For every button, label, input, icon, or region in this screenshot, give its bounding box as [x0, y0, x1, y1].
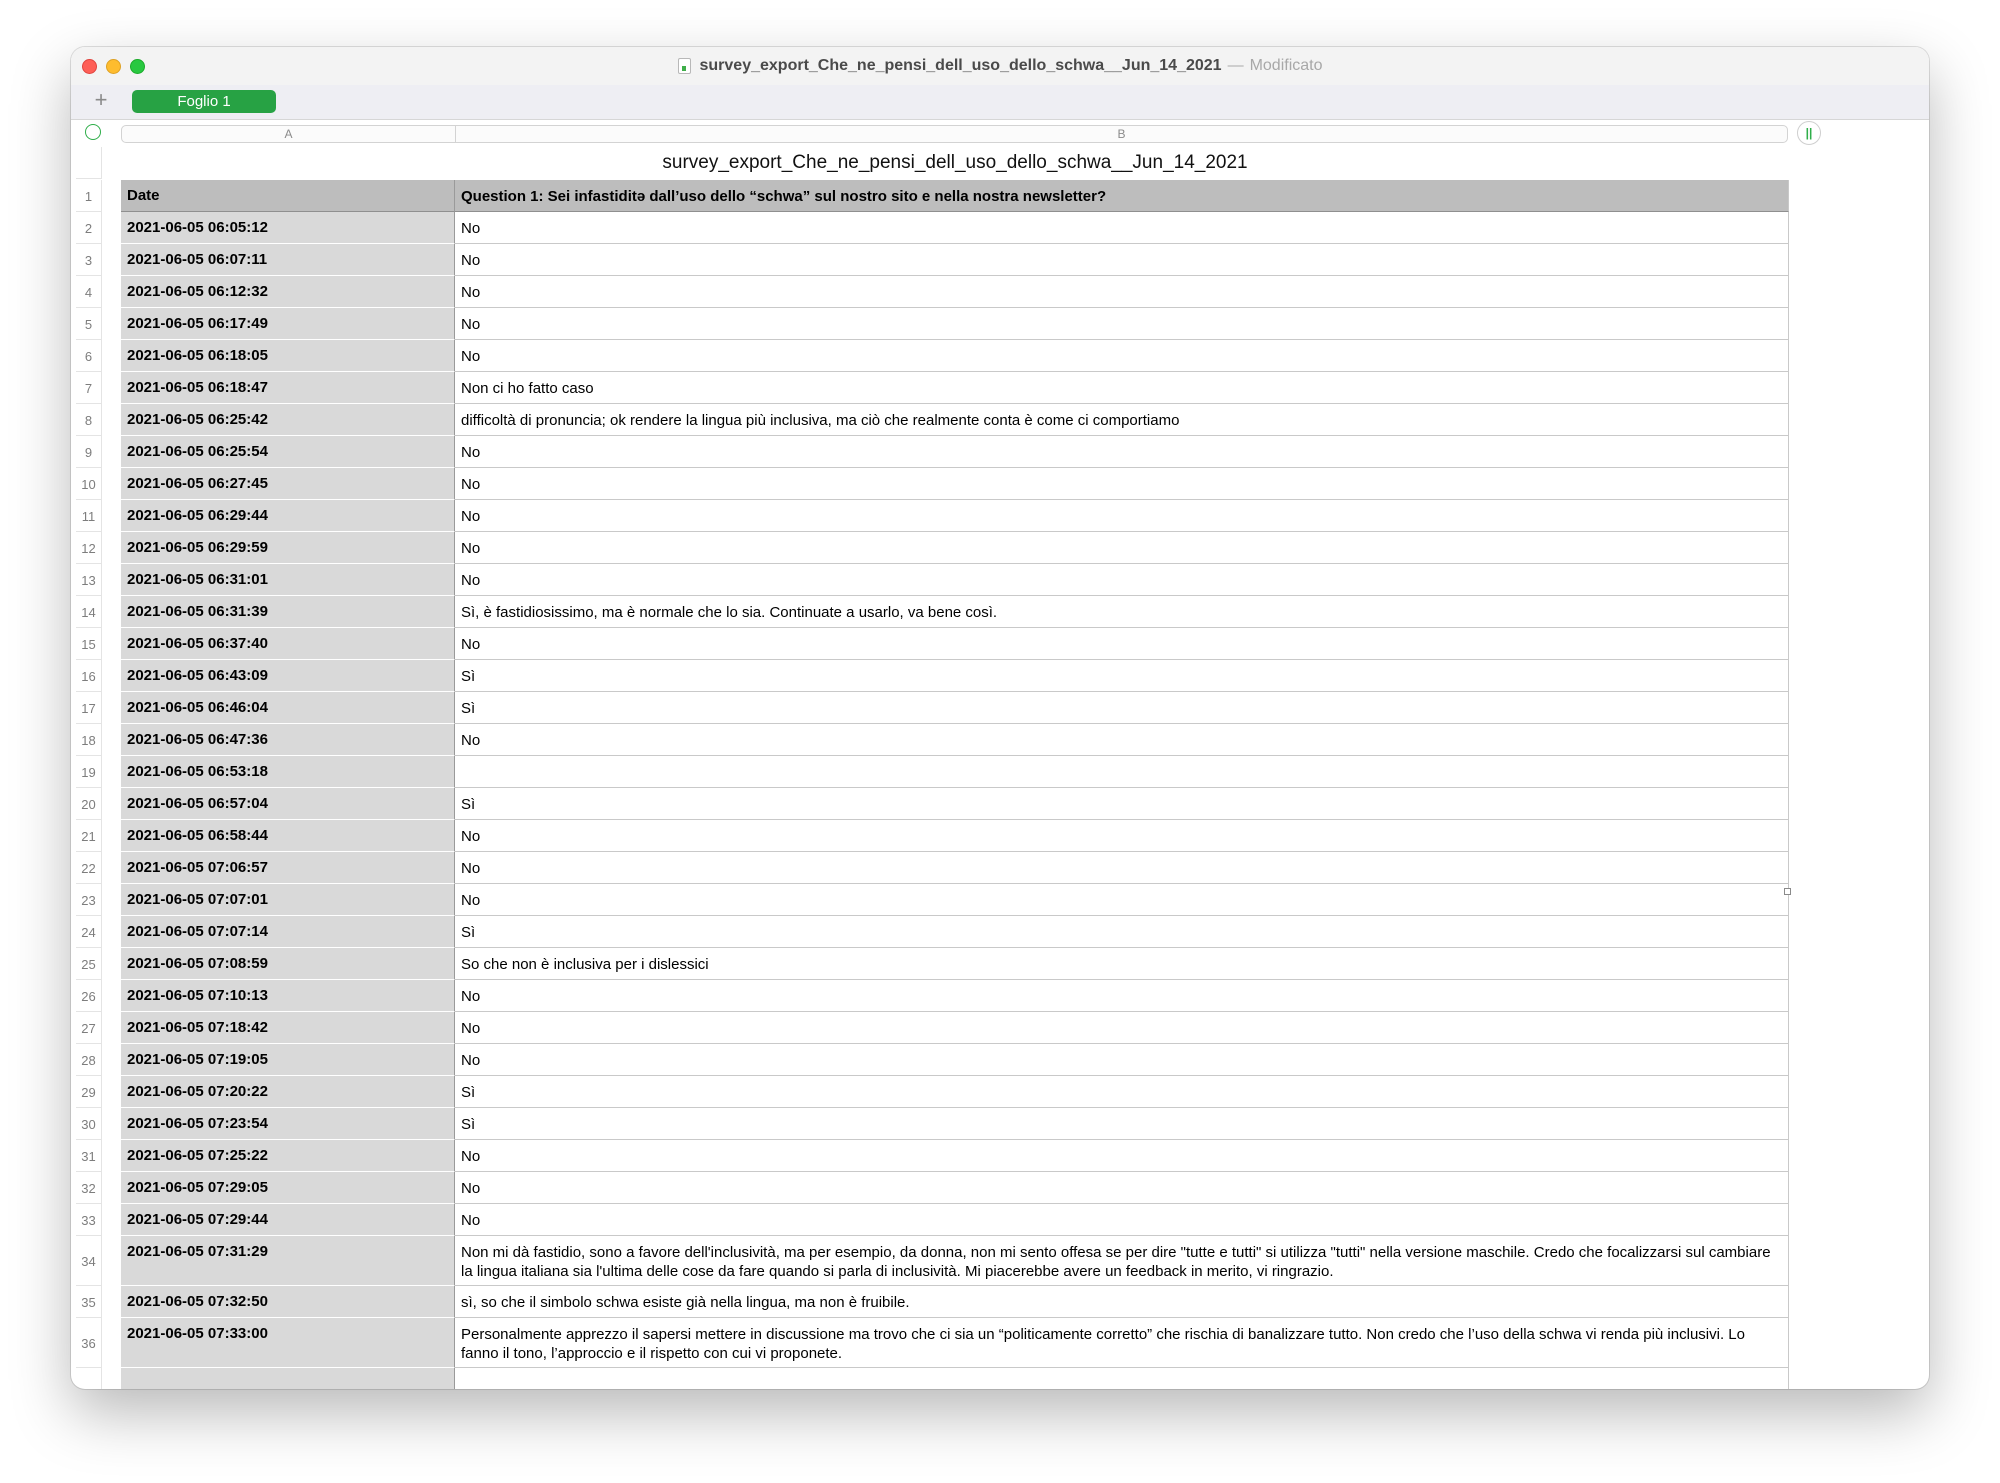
date-cell[interactable]: 2021-06-05 06:29:44 [121, 500, 455, 532]
title-bar [71, 47, 1929, 86]
answer-cell[interactable]: Non mi dà fastidio, sono a favore dell'inclusività, ma per esempio, da donna, non mi sento offesa se per dire "tutte e tutti" si utilizza "tutti" nella versione maschile. Credo che focalizzarsi sul cambiare la lingua italiana sia l'ultima delle cose da fare quando si parla di inclusività. Mi piacerebbe avere un feedback in merito, vi ringrazio. [455, 1236, 1789, 1286]
row-number[interactable]: 32 [76, 1172, 102, 1204]
date-cell[interactable]: 2021-06-05 07:06:57 [121, 852, 455, 884]
table-row [71, 628, 1791, 660]
date-cell[interactable]: 2021-06-05 06:58:44 [121, 820, 455, 852]
date-cell[interactable]: 2021-06-05 07:18:42 [121, 1012, 455, 1044]
answer-cell[interactable]: No [455, 724, 1789, 756]
date-cell[interactable]: 2021-06-05 07:31:29 [121, 1236, 455, 1286]
row-number[interactable]: 9 [76, 436, 102, 468]
row-number[interactable]: 7 [76, 372, 102, 404]
row-gutter [76, 147, 102, 179]
row-number[interactable]: 31 [76, 1140, 102, 1172]
row-number[interactable]: 14 [76, 596, 102, 628]
table-row [71, 596, 1791, 628]
date-cell[interactable] [121, 1368, 455, 1389]
answer-cell[interactable]: sì, so che il simbolo schwa esiste già nella lingua, ma non è fruibile. [455, 1286, 1789, 1318]
document-name: survey_export_Che_ne_pensi_dell_uso_dello_schwa__Jun_14_2021 [699, 57, 1222, 74]
row-number[interactable]: 10 [76, 468, 102, 500]
column-header-b[interactable]: B [1117, 127, 1126, 141]
row-number[interactable]: 22 [76, 852, 102, 884]
row-number[interactable]: 17 [76, 692, 102, 724]
date-cell[interactable]: 2021-06-05 07:19:05 [121, 1044, 455, 1076]
table-row [71, 884, 1791, 916]
answer-cell[interactable]: So che non è inclusiva per i dislessici [455, 948, 1789, 980]
row-number[interactable]: 13 [76, 564, 102, 596]
table-row [71, 1076, 1791, 1108]
date-cell[interactable]: 2021-06-05 06:31:39 [121, 596, 455, 628]
date-cell[interactable]: 2021-06-05 06:05:12 [121, 212, 455, 244]
answer-cell[interactable]: Personalmente apprezzo il sapersi mettere in discussione ma trovo che ci sia un “politicamente corretto” che rischia di banalizzare tutto. Non credo che l’uso della schwa vi renda più inclusivi. Lo fanno il tono, l’approccio e il rispetto con cui vi proponete. [455, 1318, 1789, 1368]
row-number[interactable]: 20 [76, 788, 102, 820]
answer-cell[interactable]: Sì [455, 916, 1789, 948]
row-number[interactable]: 3 [76, 244, 102, 276]
date-cell[interactable]: 2021-06-05 06:29:59 [121, 532, 455, 564]
date-cell[interactable]: 2021-06-05 06:31:01 [121, 564, 455, 596]
row-number[interactable]: 34 [76, 1236, 102, 1286]
data-table [71, 180, 1791, 1389]
row-number[interactable]: 36 [76, 1318, 102, 1368]
row-number[interactable]: 2 [76, 212, 102, 244]
sheet-tab-bar [71, 85, 1929, 120]
table-row [71, 372, 1791, 404]
date-cell[interactable]: 2021-06-05 07:32:50 [121, 1286, 455, 1318]
column-header-bar [121, 125, 1788, 143]
tab-foglio-1[interactable]: Foglio 1 [132, 90, 276, 113]
table-row [71, 692, 1791, 724]
answer-cell[interactable]: No [455, 852, 1789, 884]
row-number[interactable]: 6 [76, 340, 102, 372]
row-number[interactable]: 12 [76, 532, 102, 564]
date-cell[interactable]: 2021-06-05 06:25:54 [121, 436, 455, 468]
table-row [71, 1236, 1791, 1286]
answer-cell[interactable] [455, 1368, 1789, 1389]
date-cell[interactable]: 2021-06-05 06:07:11 [121, 244, 455, 276]
answer-cell[interactable]: No [455, 276, 1789, 308]
date-cell[interactable]: 2021-06-05 06:12:32 [121, 276, 455, 308]
row-number[interactable]: 28 [76, 1044, 102, 1076]
answer-cell[interactable] [455, 756, 1789, 788]
table-row [71, 564, 1791, 596]
header-cell-date[interactable]: Date [121, 180, 455, 212]
row-number[interactable]: 5 [76, 308, 102, 340]
answer-cell[interactable]: Sì [455, 692, 1789, 724]
table-row [71, 1318, 1791, 1368]
row-number[interactable]: 15 [76, 628, 102, 660]
table-row [71, 500, 1791, 532]
app-window [71, 47, 1929, 1389]
table-row [71, 1044, 1791, 1076]
answer-cell[interactable]: No [455, 820, 1789, 852]
answer-cell[interactable]: No [455, 1140, 1789, 1172]
table-row [71, 276, 1791, 308]
table-header-row [71, 180, 1791, 212]
add-sheet-button[interactable]: + [94, 87, 108, 112]
table-row [71, 468, 1791, 500]
row-number[interactable]: 30 [76, 1108, 102, 1140]
date-cell[interactable]: 2021-06-05 07:20:22 [121, 1076, 455, 1108]
answer-cell[interactable]: No [455, 532, 1789, 564]
date-cell[interactable]: 2021-06-05 06:53:18 [121, 756, 455, 788]
table-row [71, 1012, 1791, 1044]
table-row [71, 948, 1791, 980]
row-number[interactable] [76, 1368, 102, 1389]
answer-cell[interactable]: Sì [455, 660, 1789, 692]
answer-cell[interactable]: Sì [455, 788, 1789, 820]
answer-cell[interactable]: No [455, 980, 1789, 1012]
date-cell[interactable]: 2021-06-05 06:18:05 [121, 340, 455, 372]
row-number[interactable]: 18 [76, 724, 102, 756]
table-row [71, 244, 1791, 276]
row-resize-handle[interactable] [1784, 888, 1791, 895]
answer-cell[interactable]: difficoltà di pronuncia; ok rendere la lingua più inclusiva, ma ciò che realmente conta è come ci comportiamo [455, 404, 1789, 436]
answer-cell[interactable]: No [455, 308, 1789, 340]
date-cell[interactable]: 2021-06-05 06:46:04 [121, 692, 455, 724]
column-header-row [71, 120, 1929, 146]
date-cell[interactable]: 2021-06-05 06:17:49 [121, 308, 455, 340]
date-cell[interactable]: 2021-06-05 07:10:13 [121, 980, 455, 1012]
date-cell[interactable]: 2021-06-05 07:08:59 [121, 948, 455, 980]
date-cell[interactable]: 2021-06-05 06:43:09 [121, 660, 455, 692]
date-cell[interactable]: 2021-06-05 07:23:54 [121, 1108, 455, 1140]
date-cell[interactable]: 2021-06-05 07:29:05 [121, 1172, 455, 1204]
table-row [71, 308, 1791, 340]
answer-cell[interactable]: No [455, 884, 1789, 916]
table-row [71, 788, 1791, 820]
answer-cell[interactable]: No [455, 212, 1789, 244]
row-number[interactable]: 4 [76, 276, 102, 308]
pause-icon[interactable]: || [1797, 121, 1821, 145]
date-cell[interactable]: 2021-06-05 06:25:42 [121, 404, 455, 436]
row-number[interactable]: 21 [76, 820, 102, 852]
table-row [71, 212, 1791, 244]
answer-cell[interactable]: No [455, 1204, 1789, 1236]
row-number[interactable]: 27 [76, 1012, 102, 1044]
table-row [71, 1204, 1791, 1236]
table-row [71, 436, 1791, 468]
select-table-icon[interactable] [85, 124, 101, 140]
answer-cell[interactable]: No [455, 1012, 1789, 1044]
answer-cell[interactable]: No [455, 436, 1789, 468]
date-cell[interactable]: 2021-06-05 07:07:01 [121, 884, 455, 916]
row-number[interactable]: 25 [76, 948, 102, 980]
row-number[interactable]: 11 [76, 500, 102, 532]
row-number[interactable]: 16 [76, 660, 102, 692]
date-cell[interactable]: 2021-06-05 07:07:14 [121, 916, 455, 948]
document-icon [678, 58, 691, 74]
answer-cell[interactable]: No [455, 628, 1789, 660]
date-cell[interactable]: 2021-06-05 06:47:36 [121, 724, 455, 756]
answer-cell[interactable]: No [455, 564, 1789, 596]
table-title[interactable]: survey_export_Che_ne_pensi_dell_uso_dello_schwa__Jun_14_2021 [662, 152, 1248, 173]
table-row [71, 532, 1791, 564]
table-row [71, 916, 1791, 948]
row-number[interactable]: 35 [76, 1286, 102, 1318]
row-number[interactable]: 33 [76, 1204, 102, 1236]
answer-cell[interactable]: Sì [455, 1076, 1789, 1108]
table-row [71, 1368, 1791, 1389]
row-number[interactable]: 8 [76, 404, 102, 436]
date-cell[interactable]: 2021-06-05 06:37:40 [121, 628, 455, 660]
table-body [71, 212, 1791, 1389]
table-row [71, 340, 1791, 372]
answer-cell[interactable]: No [455, 1044, 1789, 1076]
table-row [71, 756, 1791, 788]
answer-cell[interactable]: No [455, 468, 1789, 500]
table-row [71, 660, 1791, 692]
answer-cell[interactable]: No [455, 500, 1789, 532]
table-row [71, 1286, 1791, 1318]
date-cell[interactable]: 2021-06-05 07:25:22 [121, 1140, 455, 1172]
table-row [71, 404, 1791, 436]
answer-cell[interactable]: No [455, 1172, 1789, 1204]
window-title [71, 47, 1929, 85]
row-number[interactable]: 1 [76, 180, 102, 212]
table-row [71, 1108, 1791, 1140]
answer-cell[interactable]: Sì, è fastidiosissimo, ma è normale che lo sia. Continuate a usarlo, va bene così. [455, 596, 1789, 628]
table-row [71, 1140, 1791, 1172]
answer-cell[interactable]: No [455, 340, 1789, 372]
row-number[interactable]: 23 [76, 884, 102, 916]
table-row [71, 1172, 1791, 1204]
table-row [71, 852, 1791, 884]
answer-cell[interactable]: No [455, 244, 1789, 276]
row-number[interactable]: 19 [76, 756, 102, 788]
date-cell[interactable]: 2021-06-05 07:29:44 [121, 1204, 455, 1236]
row-number[interactable]: 24 [76, 916, 102, 948]
date-cell[interactable]: 2021-06-05 06:18:47 [121, 372, 455, 404]
row-number[interactable]: 26 [76, 980, 102, 1012]
title-separator: — [1227, 57, 1244, 74]
answer-cell[interactable]: Sì [455, 1108, 1789, 1140]
date-cell[interactable]: 2021-06-05 06:27:45 [121, 468, 455, 500]
document-status: Modificato [1249, 57, 1323, 74]
header-cell-question[interactable]: Question 1: Sei infastiditə dall’uso dello “schwa” sul nostro sito e nella nostra newsletter? [455, 180, 1789, 212]
table-row [71, 724, 1791, 756]
date-cell[interactable]: 2021-06-05 06:57:04 [121, 788, 455, 820]
row-number[interactable]: 29 [76, 1076, 102, 1108]
table-row [71, 820, 1791, 852]
date-cell[interactable]: 2021-06-05 07:33:00 [121, 1318, 455, 1368]
answer-cell[interactable]: Non ci ho fatto caso [455, 372, 1789, 404]
sheet-canvas [71, 147, 1929, 1389]
column-header-a[interactable]: A [284, 127, 293, 141]
table-row [71, 980, 1791, 1012]
